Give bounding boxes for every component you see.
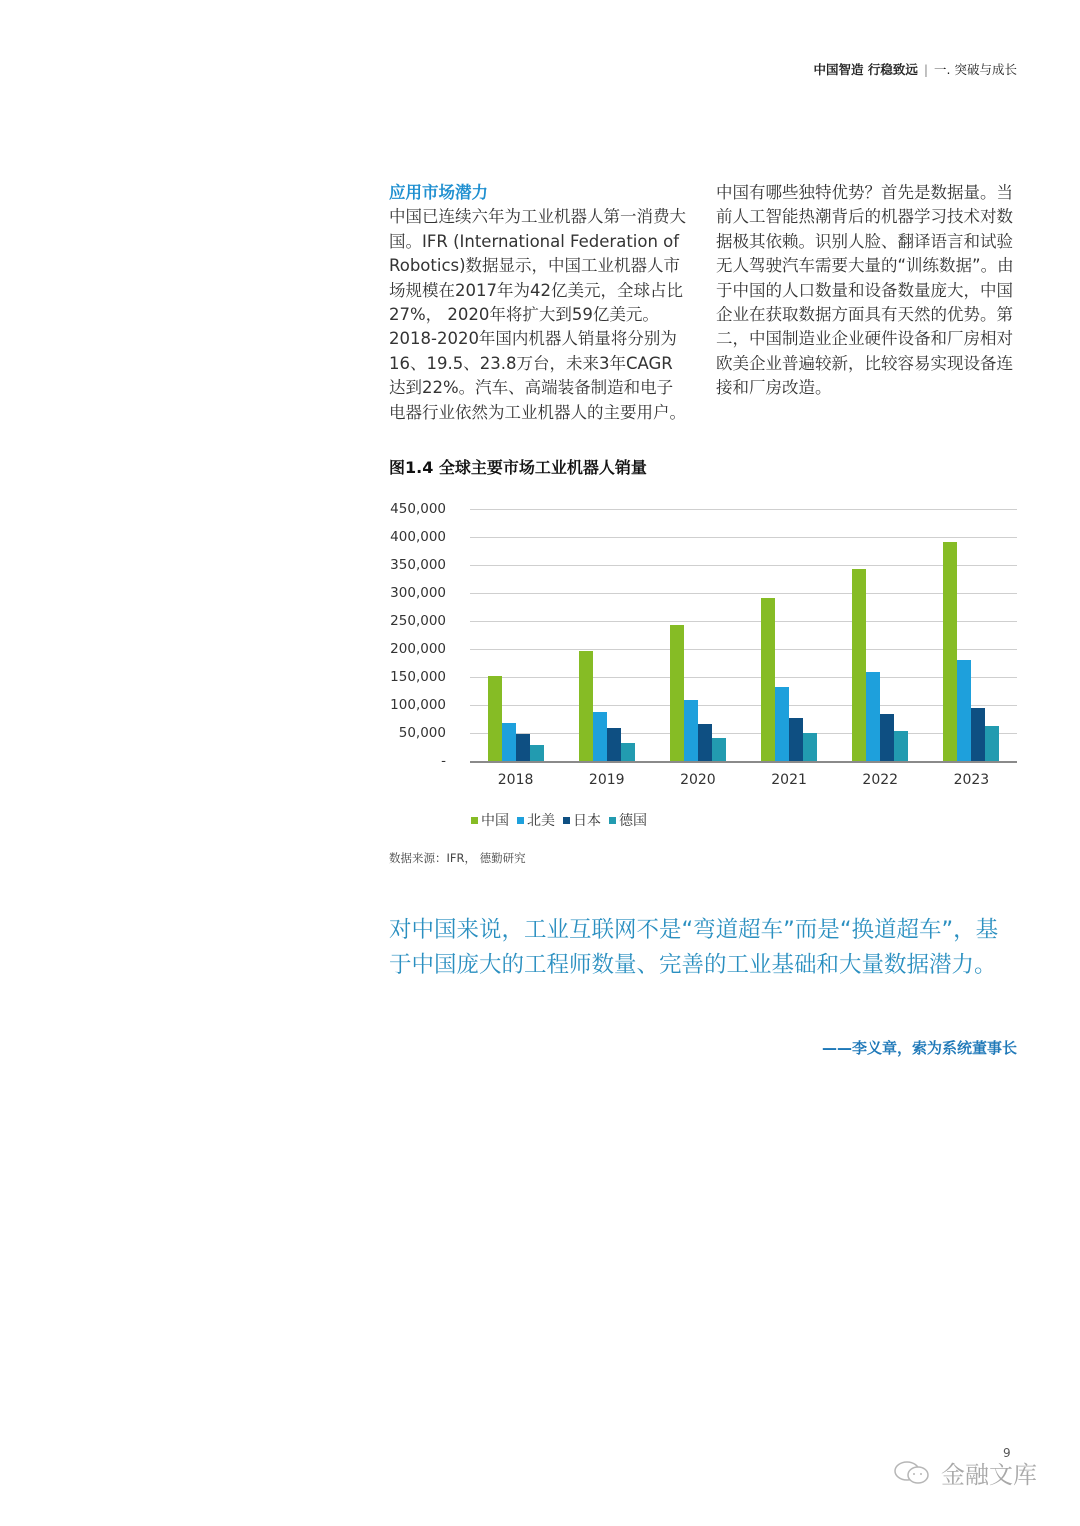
bar-2022-3 — [894, 731, 908, 761]
legend-swatch-icon — [517, 817, 524, 824]
y-tick-label: 250,000 — [390, 613, 446, 629]
watermark — [893, 1455, 1037, 1490]
x-tick-label: 2018 — [497, 772, 534, 788]
bar-2020-3 — [712, 738, 726, 761]
bar-2021-1 — [775, 687, 789, 761]
header-title: 中国智造 行稳致远 — [813, 62, 918, 77]
bar-2022-0 — [852, 569, 866, 761]
y-tick-label: 200,000 — [390, 641, 446, 657]
bar-2021-3 — [803, 733, 817, 761]
grid-line — [470, 593, 1017, 594]
x-axis-line — [470, 761, 1017, 763]
legend-swatch-icon — [563, 817, 570, 824]
watermark-text: 金融文库 — [941, 1461, 1037, 1489]
chart-legend — [471, 810, 647, 830]
right-column — [716, 181, 1016, 401]
y-tick-label: 100,000 — [390, 697, 446, 713]
y-tick-label: 50,000 — [398, 725, 446, 741]
bar-2022-1 — [866, 672, 880, 761]
grid-line — [470, 705, 1017, 706]
legend-swatch-icon — [609, 817, 616, 824]
legend-item — [517, 810, 555, 830]
y-tick-label: 400,000 — [390, 529, 446, 545]
bar-chart — [380, 495, 1030, 795]
section-heading: 应用市场潜力 — [389, 183, 488, 202]
left-column — [389, 181, 689, 425]
bar-2021-2 — [789, 718, 803, 761]
wechat-icon — [893, 1459, 933, 1487]
bar-2018-0 — [488, 676, 502, 761]
bar-2018-3 — [530, 745, 544, 761]
bar-2023-3 — [985, 726, 999, 761]
grid-line — [470, 621, 1017, 622]
x-tick-label: 2021 — [771, 772, 807, 788]
bar-2023-1 — [957, 660, 971, 761]
bar-2020-2 — [698, 724, 712, 761]
legend-item — [609, 810, 647, 830]
header-section: 一. 突破与成长 — [934, 62, 1017, 77]
data-source: 数据来源：IFR， 德勤研究 — [389, 851, 526, 865]
x-tick-label: 2022 — [862, 772, 899, 788]
x-tick-label: 2019 — [588, 772, 625, 788]
legend-item — [563, 810, 601, 830]
legend-label: 日本 — [573, 813, 601, 829]
grid-line — [470, 537, 1017, 538]
bar-2023-0 — [943, 542, 957, 761]
bar-2023-2 — [971, 708, 985, 761]
legend-label: 中国 — [481, 813, 509, 829]
page-number: 9 — [1003, 1446, 1011, 1460]
bar-2019-2 — [607, 728, 621, 761]
y-tick-label: - — [441, 753, 446, 769]
bar-2018-1 — [502, 723, 516, 761]
grid-line — [470, 509, 1017, 510]
y-tick-label: 350,000 — [390, 557, 446, 573]
y-tick-label: 300,000 — [390, 585, 446, 601]
x-tick-label: 2023 — [953, 772, 990, 788]
bar-2019-1 — [593, 712, 607, 761]
bar-2020-1 — [684, 700, 698, 761]
left-body-text: 中国已连续六年为工业机器人第一消费大国。IFR (International Federation of Robotics)数据显示，中国工业机器人市场规模在2017年为42亿美元，全球占比27%， 2020年将扩大到59亿美元。2018-2020年国内机器人销量将分别为16、19.5、23.8万台，未来3年CAGR达到22%。汽车、高端装备制造和电子电器行业依然为工业机器人的主要用户。 — [389, 207, 686, 422]
legend-swatch-icon — [471, 817, 478, 824]
running-header — [813, 60, 1017, 78]
legend-item — [471, 810, 509, 830]
figure-title: 图1.4 全球主要市场工业机器人销量 — [389, 458, 647, 477]
grid-line — [470, 565, 1017, 566]
bar-2019-3 — [621, 743, 635, 761]
pull-quote: 对中国来说，工业互联网不是“弯道超车”而是“换道超车”，基于中国庞大的工程师数量、完善的工业基础和大量数据潜力。 — [389, 917, 999, 978]
bar-2020-0 — [670, 625, 684, 761]
legend-label: 德国 — [619, 813, 647, 829]
bar-2019-0 — [579, 651, 593, 761]
y-tick-label: 150,000 — [390, 669, 446, 685]
y-tick-label: 450,000 — [390, 501, 446, 517]
legend-label: 北美 — [527, 813, 555, 829]
grid-line — [470, 649, 1017, 650]
bar-2018-2 — [516, 734, 530, 761]
x-tick-label: 2020 — [680, 772, 716, 788]
grid-line — [470, 677, 1017, 678]
bar-2022-2 — [880, 714, 894, 761]
bar-2021-0 — [761, 598, 775, 761]
header-separator: | — [923, 62, 929, 77]
right-body-text: 中国有哪些独特优势？首先是数据量。当前人工智能热潮背后的机器学习技术对数据极其依赖。识别人脸、翻译语言和试验无人驾驶汽车需要大量的“训练数据”。由于中国的人口数量和设备数量庞大，中国企业在获取数据方面具有天然的优势。第二，中国制造业企业硬件设备和厂房相对欧美企业普遍较新，比较容易实现设备连接和厂房改造。 — [716, 183, 1014, 398]
quote-attribution: ——李义章，索为系统董事长 — [821, 1039, 1017, 1057]
grid-line — [470, 733, 1017, 734]
